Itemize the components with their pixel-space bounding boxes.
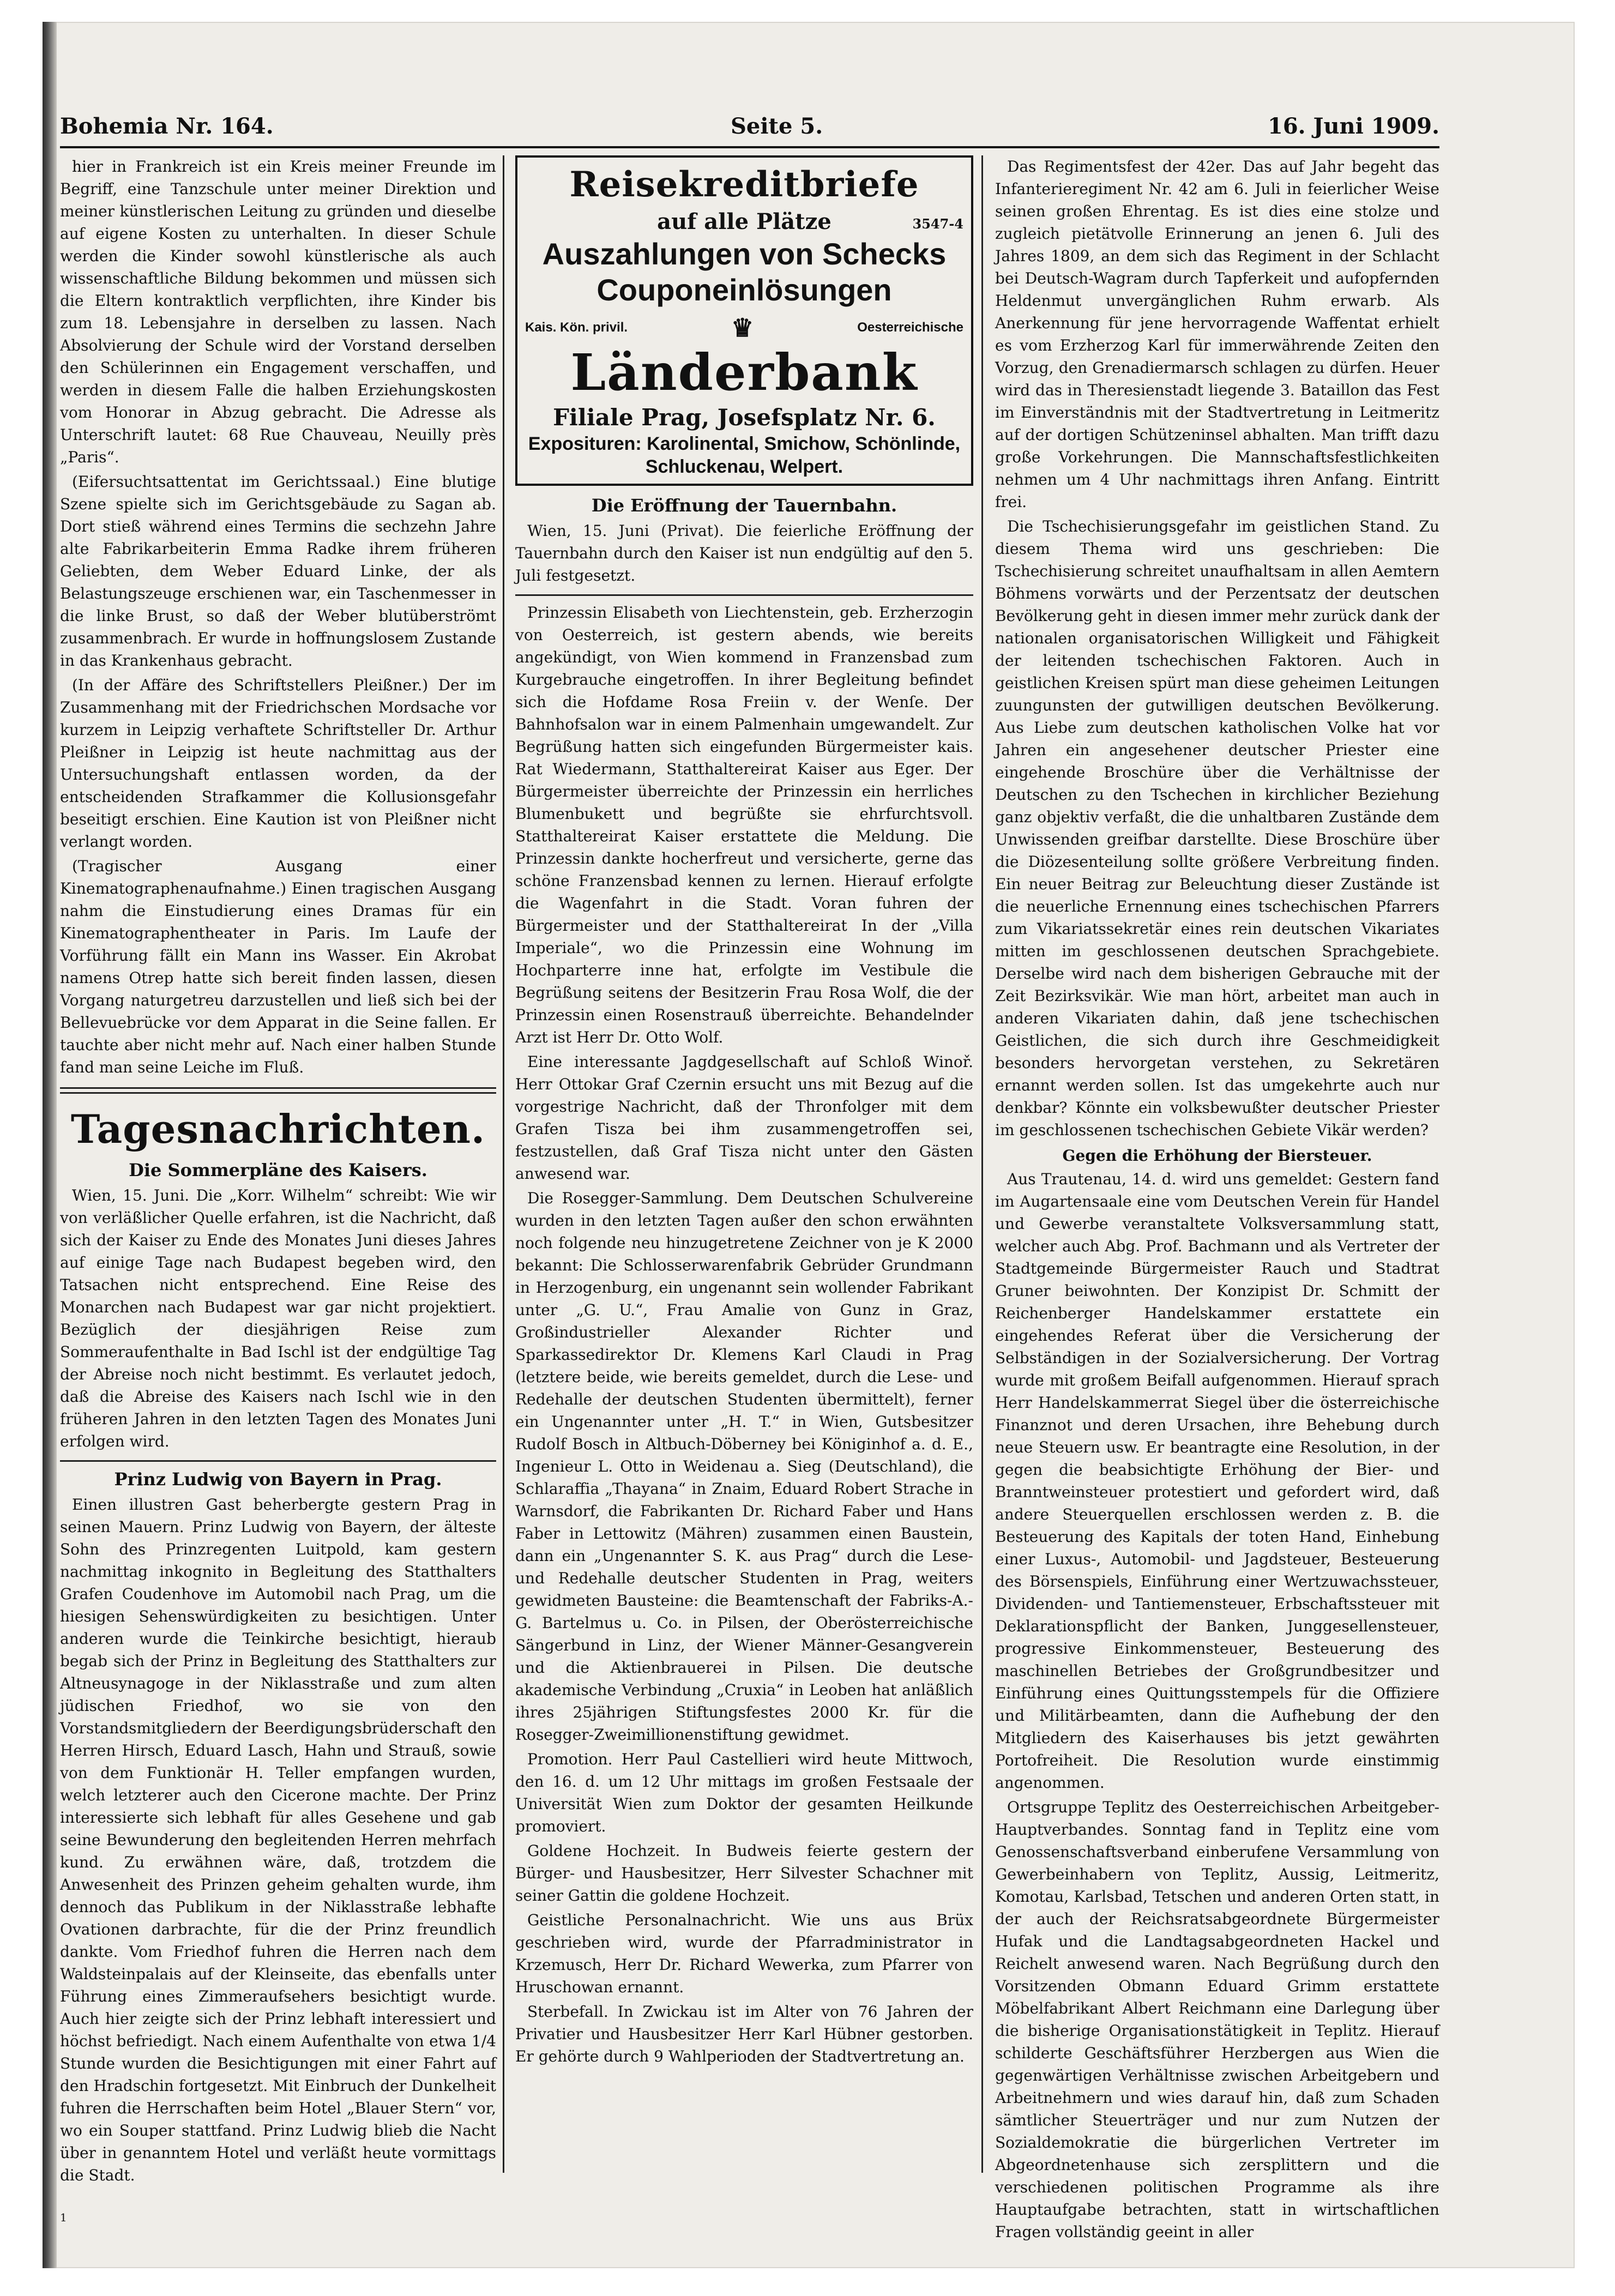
headline-biersteuer: Gegen die Erhöhung der Biersteuer.	[1062, 1147, 1372, 1165]
article-dance-school: hier in Frankreich ist ein Kreis meiner Freunde im Begriff, eine Tanzschule unter meiner Direktion und meiner künstlerischen Leitung zu gründen und dieselbe auf eigene Kosten zu unterhalten. In dieser Schule werden die Kinder sowohl künstlerische als auch wissenschaftliche Bildung bekommen und müssen sich die Eltern kontraktlich verpflichten, ihre Kinder bis zum 18. Lebensjahre in derselben zu lassen. Nach Absolvierung der Schule wird der Vorstand derselben den Schülerinnen ein Engagement verschaffen, und werden in diesem Falle die halben Erziehungskosten vom Honorar in Abzug gebracht. Die Adresse als Unterschrift lautet: 68 Rue Chauveau, Neuilly près „Paris“.	[60, 158, 496, 466]
article-kaiser: Wien, 15. Juni. Die „Korr. Wilhelm“ schreibt: Wie wir von verläßlicher Quelle erfahren, ist die Nachricht, daß sich der Kaiser zu Ende des Monates Juni dieses Jahres auf einige Tage nach Budapest begeben wird, den Tatsachen nicht entsprechend. Eine Reise des Monarchen nach Budapest war gar nicht projektiert. Bezüglich der diesjährigen Reise zum Sommeraufenthalte in Bad Ischl ist der endgültige Tag der Abreise noch nicht bestimmt. Es verlautet jedoch, daß die Abreise des Kaisers nach Ischl wie in den früheren Jahren in den letzten Tagen des Monates Juni erfolgen wird.	[60, 1186, 496, 1450]
article-teplitz: Ortsgruppe Teplitz des Oesterreichischen Arbeitgeber-Hauptverbandes. Sonntag fand in Teplitz eine vom Genossenschaftsverband einberufene Versammlung von Gewerbeinhabern von Teplitz, Aussig, Leitmeritz, Komotau, Karlsbad, Tetschen und anderen Orten statt, in der auch der Reichsratsabgeordnete Bürgermeister Hufak und die Landtagsabgeordneten Hackel und Reichelt anwesend waren. Nach Begrüßung durch den Vorsitzenden Obmann Eduard Grimm erstattete Möbelfabrikant Albert Reichmann eine Darlegung über die bisherige Organisationstätigkeit in Teplitz. Hierauf schilderte Geschäftsführer Herzbergen aus Wien die gegenwärtigen Verhältnisse zwischen Arbeitgebern und Arbeitnehmern und wies darauf hin, daß zum Schaden sämtlicher Steuerträger und nur zum Nutzen der Sozialdemokratie die bürgerlichen Vertreter im Abgeordnetenhause sich zersplittern und die verschiedenen politischen Programme als ihre Hauptaufgabe betrachten, statt in wirtschaftlichen Fragen vollständig geeint in aller	[995, 1798, 1439, 2241]
article-prinz-ludwig: Einen illustren Gast beherbergte gestern Prag in seinen Mauern. Prinz Ludwig von Bayern, der älteste Sohn des Prinzregenten Luitpold, kam gestern nachmittag inkognito in Begleitung des Statthalters Grafen Coudenhove im Automobil nach Prag, um die hiesigen Sehenswürdigkeiten zu besichtigen. Unter anderen wurde die Teinkirche besichtigt, hieraub begab sich der Prinz in Begleitung des Statthalters zur Altneusynagoge in der Niklasstraße und zum alten jüdischen Friedhof, wo sie von den Vorstandsmitgliedern der Beerdigungsbrüderschaft den Herren Hirsch, Eduard Lasch, Hahn und Strauß, sowie von dem Funktionär H. Teller empfangen wurden, welch letzterer auch den Cicerone machte. Der Prinz interessierte sich lebhaft für alles Gesehene und gab seine Bewunderung den begleitenden Herren mehrfach kund. Zu erwähnen wäre, daß, trotzdem die Anwesenheit des Prinzen geheim gehalten wurde, ihm dennoch das Publikum in der Niklasstraße lebhafte Ovationen darbrachte, für die der Prinz freundlich dankte. Vom Friedhof fuhren die Herren nach dem Waldsteinpalais auf der Kleinseite, das ebenfalls unter Führung eines Zimmeraufsehers besichtigt wurde. Auch hier zeigte sich der Prinz lebhaft interessiert und höchst befriedigt. Nach einem Aufenthalte von etwa 1/4 Stunde wurden die Besichtigungen mit einer Fahrt auf den Hradschin fortgesetzt. Mit Einbruch der Dunkelheit fuhren die Herrschaften beim Hotel „Blauer Stern“ vor, wo ein Souper stattfand. Prinz Ludwig blieb die Nacht über in genanntem Hotel und verläßt heute vormittags die Stadt.	[60, 1496, 496, 2184]
column-1	[60, 155, 496, 2228]
advertisement-laenderbank	[515, 155, 973, 486]
ad-branches-more: Schluckenau, Welpert.	[645, 456, 843, 477]
scan-edge	[43, 22, 57, 2268]
ad-bank-name: Länderbank	[570, 343, 918, 402]
section-title: Tagesnachrichten.	[70, 1106, 486, 1152]
article-cinematograph: (Tragischer Ausgang einer Kinematographenaufnahme.) Einen tragischen Ausgang nahm die Einstudierung eines Dramas für ein Kinematographentheater in Paris. Im Laufe der Vorführung fällt ein Mann ins Wasser. Ein Akrobat namens Otrep hatte sich bereit finden lassen, diesen Vorgang naturgetreu darzustellen und ließ sich bei der Bellevuebrücke vor dem Apparat in die Seine fallen. Er tauchte aber nicht mehr auf. Nach einer halben Stunde fand man seine Leiche im Fluß.	[60, 857, 496, 1076]
ad-schecks: Auszahlungen von Schecks	[542, 237, 947, 271]
article-personal: Geistliche Personalnachricht. Wie uns aus Brüx geschrieben wird, wurde der Pfarradministrator in Krzemusch, Herr Dr. Richard Wewerka, zum Pfarrer von Hruschowan ernannt.	[515, 1911, 973, 1996]
ad-branch: Filiale Prag, Josefsplatz Nr. 6.	[553, 404, 936, 431]
article-hochzeit: Goldene Hochzeit. In Budweis feierte gestern der Bürger- und Hausbesitzer, Herr Silvester Schachner mit seiner Gattin die goldene Hochzeit.	[515, 1842, 973, 1905]
ad-privileged-line	[525, 314, 963, 342]
article-jagdgesellschaft: Eine interessante Jagdgesellschaft auf Schloß Winoř. Herr Ottokar Graf Czernin ersucht uns mit Bezug auf die vorgestrige Nachricht, daß der Thronfolger mit dem Grafen Tisza bei ihm zusammengetroffen sei, festzustellen, daß Graf Tisza nicht unter den Gästen anwesend war.	[515, 1053, 973, 1183]
headline-kaiser: Die Sommerpläne des Kaisers.	[129, 1160, 427, 1180]
column-divider-2	[981, 155, 983, 2173]
article-tschechisierung: Die Tschechisierungsgefahr im geistlichen Stand. Zu diesem Thema wird uns geschrieben: Die Tschechisierung schreitet unaufhaltsam in allen Aemtern Böhmens vorwärts und der Perzentsatz der deutschen Bevölkerung geht in diesen immer mehr zurück dank der nationalen organisatorischen Willigkeit und Fähigkeit der leitenden tschechischen Faktoren. Auch in geistlichen Kreisen spürt man diese geheimen Leitungen zuungunsten der gutwilligen deutschen Bevölkerung. Aus Liebe zum deutschen katholischen Volke hat vor Jahren ein angesehener deutscher Priester eine eingehende Broschüre über die Verhältnisse der Deutschen zu den Tschechen in kirchlicher Beziehung ganz objektiv verfaßt, die die unhaltbaren Zustände dem Unwissenden greifbar darstellte. Diese Broschüre über die Diözesenteilung sollte größere Verbreitung finden. Ein neuer Beitrag zur Beleuchtung dieser Zustände ist die neuerliche Ernennung eines tschechischen Pfarrers zum Vikariatssekretär eines rein deutschen Vikariates mitten im geschlossenen deutschen Sprachgebiete. Derselbe wird nach dem bisherigen Gebrauche mit der Zeit Bezirksvikär. Wie man hört, arbeitet man auch in anderen Vikariaten dahin, daß jene tschechischen Geistlichen, die sich durch ihre Geschmeidigkeit besonders hervorgetan verstehen, zu Sekretären ernannt werden sollen. Ist das umgekehrte auch nur denkbar? Könnte ein volksbewußter deutscher Priester im geschlossenen tschechischen Gebiete Vikär werden?	[995, 517, 1439, 1139]
headline-prinz-ludwig: Prinz Ludwig von Bayern in Prag.	[114, 1469, 442, 1490]
column-divider-1	[503, 155, 504, 2173]
ad-subline	[525, 208, 963, 236]
page-header	[60, 113, 1439, 146]
column-2	[515, 155, 973, 2228]
double-eagle-icon: ♛	[731, 314, 754, 342]
issue-date: 16. Juni 1909.	[1268, 113, 1439, 139]
header-rule	[60, 146, 1439, 148]
ad-privileged: Kais. Kön. privil.	[525, 320, 628, 335]
article-pleissner: (In der Affäre des Schriftstellers Pleißner.) Der im Zusammenhang mit der Friedrichschen Mordsache vor kurzem in Leipzig verhaftete Schriftsteller Dr. Arthur Pleißner in Leipzig ist heute nachmittag aus der Untersuchungshaft entlassen worden, da der entscheidenden Strafkammer die Kollusionsgefahr beseitigt erschien. Eine Kaution ist von Pleißner nicht verlangt worden.	[60, 676, 496, 851]
ad-branches: Exposituren: Karolinental, Smichow, Schönlinde,	[528, 433, 961, 454]
article-tauernbahn: Wien, 15. Juni (Privat). Die feierliche Eröffnung der Tauernbahn durch den Kaiser ist nun endgültig auf den 5. Juli festgesetzt.	[515, 522, 973, 584]
ad-oesterreichische: Oesterreichische	[857, 320, 963, 335]
footer-mark: 1	[60, 2211, 67, 2224]
article-liechtenstein: Prinzessin Elisabeth von Liechtenstein, geb. Erzherzogin von Oesterreich, ist gestern abends, wie bereits angekündigt, von Wien kommend in Franzensbad zum Kurgebrauche eingetroffen. In ihrer Begleitung befindet sich die Hofdame Rosa Freiin v. der Wenſe. Der Bahnhofsalon war in einem Palmenhain umgewandelt. Zur Begrüßung hatten sich eingefunden Bürgermeister kais. Rat Wiedermann, Statthaltereirat Kaiser aus Eger. Der Bürgermeister überreichte der Prinzessin ein herrliches Blumenbukett und begrüßte sie ehrfurchtsvoll. Statthaltereirat Kaiser erstattete die Meldung. Die Prinzessin dankte hocherfreut und versicherte, gerne das schöne Franzensbad kennen zu lernen. Hierauf erfolgte die Wagenfahrt in die Stadt. Voran fuhren der Bürgermeister und der Statthaltereirat In der „Villa Imperiale“, wo die Prinzessin eine Wohnung im Hochparterre inne hat, erfolgte im Vestibule die Begrüßung seitens der Besitzerin Frau Rosa Wolf, die der Prinzessin einen Rosenstrauß überreichte. Behandelnder Arzt ist Herr Dr. Otto Wolf.	[515, 604, 973, 1046]
article-biersteuer: Aus Trautenau, 14. d. wird uns gemeldet: Gestern fand im Augartensaale eine vom Deutschen Verein für Handel und Gewerbe veranstaltete Volksversammlung statt, welcher auch Abg. Prof. Bachmann und als Vertreter der Stadtgemeinde Bürgermeister Rauch und Stadtrat Gruner beiwohnten. Der Konzipist Dr. Schmitt der Reichenberger Handelskammer erstattete ein eingehendes Referat über die Versicherung der Selbständigen in der Sozialversicherung. Der Vortrag wurde mit großem Beifall aufgenommen. Hierauf sprach Herr Handelskammerrat Siegel über die österreichische Finanznot und deren Ursachen, ihre Behebung durch neue Steuern usw. Er beantragte eine Resolution, in der gegen die beabsichtigte Erhöhung der Bier- und Branntweinsteuer protestiert und gefordert wird, daß andere Steuerquellen erschlossen werden z. B. die Besteuerung des Kapitals der toten Hand, Einhebung einer Luxus-, Automobil- und Jagdsteuer, Besteuerung des Börsenspiels, Einführung einer Wertzuwachssteuer, Dividenden- und Tantiemensteuer, Erbschaftssteuer mit Deklarationspflicht der Banken, Junggesellensteuer, progressive Einkommensteuer, Besteuerung des maschinellen Betriebes der Großgrundbesitzer und Einführung eines Quittungsstempels für die Offiziere und Militärbeamten, dann die Aufhebung der den Mitgliedern des Kaiserhauses bis jetzt gewährten Portofreiheit. Die Resolution wurde einstimmig angenommen.	[995, 1170, 1439, 1792]
article-promotion: Promotion. Herr Paul Castellieri wird heute Mittwoch, den 16. d. um 12 Uhr mittags im großen Festsaale der Universität Wien zum Doktor der gesamten Heilkunde promoviert.	[515, 1750, 973, 1835]
ad-code: 3547-4	[912, 216, 963, 232]
page-number: Seite 5.	[731, 113, 823, 139]
headline-tauernbahn: Die Eröffnung der Tauernbahn.	[591, 495, 897, 516]
ad-coupons: Couponeinlösungen	[596, 273, 892, 307]
article-sterbefall: Sterbefall. In Zwickau ist im Alter von 76 Jahren der Privatier und Hausbesitzer Herr Karl Hübner gestorben. Er gehörte durch 9 Wahlperioden der Stadtvertretung an.	[515, 2003, 973, 2065]
divider	[515, 594, 973, 596]
ad-subline-text: auf alle Plätze	[657, 209, 831, 234]
divider	[60, 1460, 496, 1462]
article-jealousy-attack: (Eifersuchtsattentat im Gerichtssaal.) Eine blutige Szene spielte sich im Gerichtsgebäude zu Sagan ab. Dort stieß während eines Termins die sechzehn Jahre alte Fabrikarbeiterin Emma Radke ihrem früheren Geliebten, dem Weber Eduard Linke, der als Belastungszeuge erschienen war, ein Taschenmesser in die linke Brust, so daß der Weber blutüberströmt zusammenbrach. Er wurde in hoffnungslosem Zustande in das Krankenhaus gebracht.	[60, 473, 496, 670]
ad-headline: Reisekreditbriefe	[569, 164, 919, 205]
article-rosegger: Die Rosegger-Sammlung. Dem Deutschen Schulvereine wurden in den letzten Tagen außer den schon erwähnten noch folgende neu hinzugetretene Zeichner von je K 2000 bekannt: Die Schlosserwarenfabrik Gebrüder Grundmann in Herzogenburg, ein ungenannt sein wollender Fabrikant unter „G. U.“, Frau Amalie von Gunz in Graz, Großindustrieller Alexander Richter und Sparkassedirektor Dr. Klemens Karl Claudi in Prag (letztere beide, wie bereits gemeldet, durch die Lese- und Redehalle der deutschen Studenten übermittelt), ferner ein Ungenannter unter „H. T.“ in Wien, Gutsbesitzer Rudolf Bosch in Altbuch-Döberney bei Königinhof a. d. E., Ingenieur L. Otto in Weidenau a. Sieg (Deutschland), die Schlaraffia „Thayana“ in Znaim, Eduard Robert Strache in Warnsdorf, die Fabrikanten Dr. Richard Faber und Hans Faber in Lettowitz (Mähren) zusammen einen Baustein, dann ein „Ungenannter S. K. aus Prag“ durch die Lese- und Redehalle deutscher Studenten in Prag, weiters gewidmeten Bausteine: die Beamtenschaft der Fabriks-A.-G. Bartelmus u. Co. in Pilsen, der Oberösterreichische Sängerbund in Linz, der Wiener Männer-Gesangverein und die Aktienbrauerei in Pilsen. Die deutsche akademische Verbindung „Cruxia“ in Leoben hat anläßlich ihres 25jährigen Stiftungsfestes 2000 Kr. für die Rosegger-Zweimillionenstiftung gewidmet.	[515, 1189, 973, 1744]
article-regimentsfest: Das Regimentsfest der 42er. Das auf Jahr begeht das Infanterieregiment Nr. 42 am 6. Juli in feierlicher Weise seinen großen Ehrentag. Es ist dies eine stolze und zugleich pietätvolle Erinnerung an jenen 6. Juli des Jahres 1809, an dem sich das Regiment in der Schlacht bei Deutsch-Wagram durch Tapferkeit und aufopfernden Heldenmut unvergänglichen Ruhm erwarb. Als Anerkennung für jene hervorragende Waffentat erhielt es vom Erzherzog Karl für immerwährende Zeiten den Vorzug, den Grenadiermarsch schlagen zu dürfen. Heuer wird das in Theresienstadt liegende 3. Bataillon das Fest im Einverständnis mit der Stadtvertretung in Leitmeritz auf der dortigen Schützeninsel abhalten. Man trifft dazu große Vorkehrungen. Die Mannschaftsfestlichkeiten nehmen um 4 Uhr nachmittags ihren Anfang. Eintritt frei.	[995, 158, 1439, 511]
column-3	[995, 155, 1439, 2241]
issue-number: Bohemia Nr. 164.	[60, 113, 274, 139]
section-rule	[60, 1087, 496, 1094]
